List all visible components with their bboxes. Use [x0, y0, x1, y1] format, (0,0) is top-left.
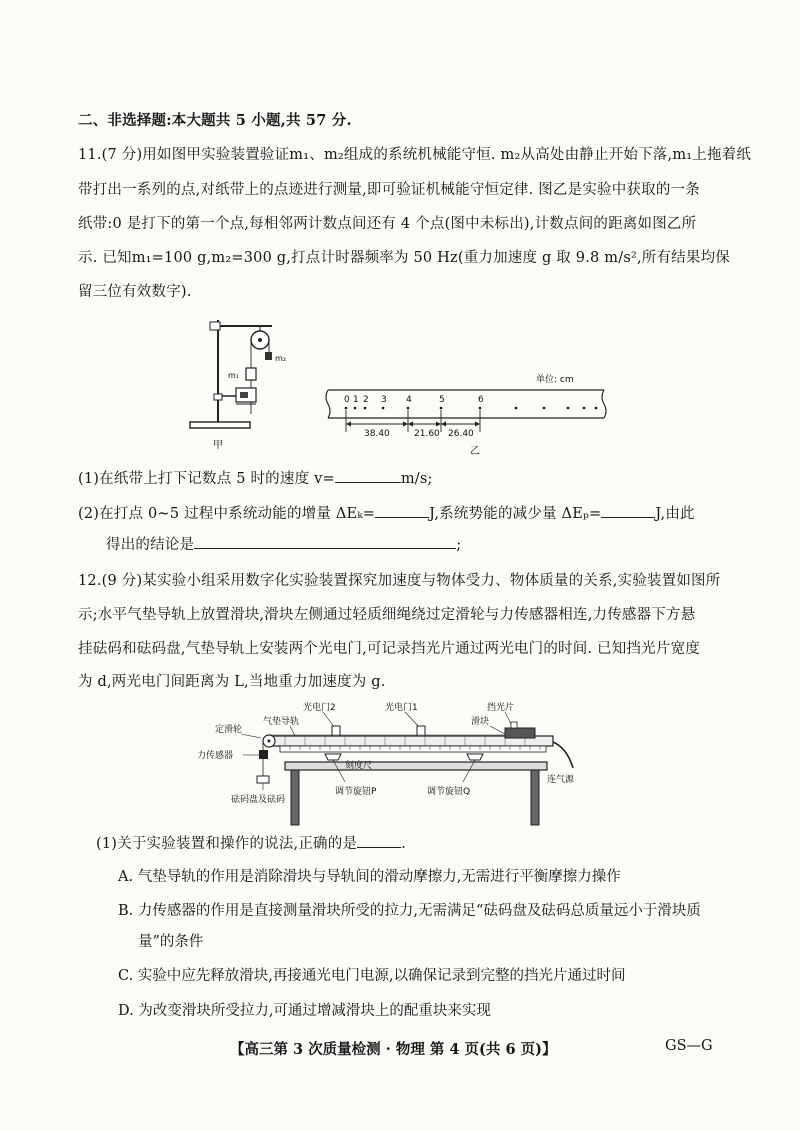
label-gate2: 光电门2	[303, 703, 336, 713]
q11-line-4: 示. 已知m₁=100 g,m₂=300 g,打点计时器频率为 50 Hz(重力加速度 g 取 9.8 m/s²,所有结果均保	[78, 250, 730, 266]
stand-base	[190, 422, 250, 428]
q11-line-2: 带打出一系列的点,对纸带上的点迹进行测量,即可验证机械能守恒定律. 图乙是实验中获取的一条	[78, 182, 700, 198]
q11-line-1: 11.(7 分)用如图甲实验装置验证m₁、m₂组成的系统机械能守恒. m₂从高处由静止开始下落,m₁上拖着纸	[78, 147, 752, 163]
mass-m1	[246, 368, 256, 380]
caption-yi: 乙	[470, 446, 480, 457]
tape-point-1: 1	[353, 395, 359, 405]
label-m2: m₂	[275, 354, 286, 363]
q12-sub1	[96, 833, 406, 854]
q12-option-a[interactable]: A. 气垫导轨的作用是消除滑块与导轨间的滑动摩擦力,无需进行平衡摩擦力操作	[118, 869, 621, 885]
label-shutter: 挡光片	[487, 703, 515, 713]
tape-point-2: 2	[363, 395, 369, 405]
q11-sub2-line2	[106, 534, 461, 555]
figure-q12	[195, 698, 615, 828]
label-air: 连气源	[547, 775, 575, 785]
footer-right: GS—G	[665, 1038, 713, 1054]
tape-distance-3: 26.40	[448, 429, 474, 439]
slider-block	[505, 728, 535, 738]
q11-sub1	[78, 468, 433, 489]
tape-distance-2: 21.60	[414, 429, 440, 439]
tape-distance-1: 38.40	[364, 429, 390, 439]
q11-sub2-blank-ep[interactable]	[601, 503, 655, 518]
q11-sub1-blank[interactable]	[335, 468, 401, 483]
q12-sub1-end: .	[401, 836, 406, 852]
tape-unit: 单位: cm	[536, 375, 574, 385]
force-sensor	[259, 750, 268, 759]
q11-line-3: 纸带:0 是打下的第一个点,每相邻两计数点间还有 4 个点(图中未标出),计数点间的距离如图乙所	[78, 216, 697, 232]
label-gate1: 光电门1	[385, 703, 418, 713]
q12-line-3: 挂砝码和砝码盘,气垫导轨上安装两个光电门,可记录挡光片通过两光电门的时间. 已知挡光片宽度	[78, 641, 700, 657]
footer-center: 【高三第 3 次质量检测 · 物理 第 4 页(共 6 页)】	[230, 1041, 557, 1058]
q12-line-4: 为 d,两光电门间距离为 L,当地重力加速度为 g.	[78, 674, 386, 690]
q11-sub1-text: (1)在纸带上打下记数点 5 时的速度 v=	[78, 471, 335, 487]
q12-option-b[interactable]: B. 力传感器的作用是直接测量滑块所受的拉力,无需满足“砝码盘及砝码总质量远小于滑块质	[118, 903, 701, 919]
tape-point-3: 3	[381, 395, 387, 405]
q12-sub1-text: (1)关于实验装置和操作的说法,正确的是	[96, 836, 358, 852]
mass-m2	[265, 352, 272, 360]
section-title: 二、非选择题:本大题共 5 小题,共 57 分.	[78, 112, 352, 129]
label-rail: 气垫导轨	[263, 717, 300, 727]
q12-option-d[interactable]: D. 为改变滑块所受拉力,可通过增减滑块上的配重块来实现	[118, 1003, 491, 1019]
q12-line-1: 12.(9 分)某实验小组采用数字化实验装置探究加速度与物体受力、物体质量的关系,实验装置如图所	[78, 573, 721, 589]
label-knob-p: 调节旋钮P	[335, 787, 377, 797]
tape-point-6: 6	[478, 395, 484, 405]
table-top	[285, 762, 547, 770]
tape-point-5: 5	[439, 395, 445, 405]
label-knob-q: 调节旋钮Q	[427, 787, 471, 797]
tape-point-4: 4	[406, 395, 412, 405]
weights	[257, 776, 269, 783]
q11-sub1-unit: m/s;	[400, 471, 433, 487]
q12-line-2: 示;水平气垫导轨上放置滑块,滑块左侧通过轻质细绳绕过定滑轮与力传感器相连,力传感器下方悬	[78, 607, 696, 623]
q11-sub2-text: (2)在打点 0~5 过程中系统动能的增量 ΔEₖ=	[78, 506, 376, 522]
q11-sub2-blank-conclusion[interactable]	[194, 534, 456, 549]
q12-option-c[interactable]: C. 实验中应先释放滑块,再接通光电门电源,以确保记录到完整的挡光片通过时间	[118, 968, 626, 984]
knob-p[interactable]	[325, 754, 341, 760]
q11-sub2	[78, 503, 695, 524]
label-slider: 滑块	[471, 717, 490, 727]
q11-sub2-blank-ek[interactable]	[375, 503, 429, 518]
tape-point-0: 0	[344, 395, 350, 405]
figure-yi	[322, 370, 612, 460]
label-weights: 砝码盘及砝码	[231, 795, 286, 805]
q12-sub1-blank[interactable]	[357, 833, 401, 848]
q12-option-b-cont: 量”的条件	[138, 934, 204, 950]
q11-sub2-end: J,由此	[655, 506, 695, 522]
label-sensor: 力传感器	[197, 751, 234, 761]
q11-sub2-mid: J,系统势能的减少量 ΔEₚ=	[429, 506, 602, 522]
label-ruler: 刻度尺	[345, 761, 373, 771]
q11-sub2-line2-end: ;	[456, 537, 462, 553]
figure-jia	[180, 310, 290, 460]
air-hose	[553, 742, 573, 768]
shutter-plate	[511, 722, 517, 728]
label-pulley: 定滑轮	[215, 725, 243, 735]
knob-q[interactable]	[467, 754, 483, 760]
photogate-2	[332, 726, 340, 736]
q11-sub2-conclusion-label: 得出的结论是	[106, 537, 195, 553]
caption-jia: 甲	[213, 440, 223, 451]
q11-line-5: 留三位有效数字).	[78, 284, 192, 300]
label-m1: m₁	[228, 371, 239, 380]
photogate-1	[417, 726, 425, 736]
